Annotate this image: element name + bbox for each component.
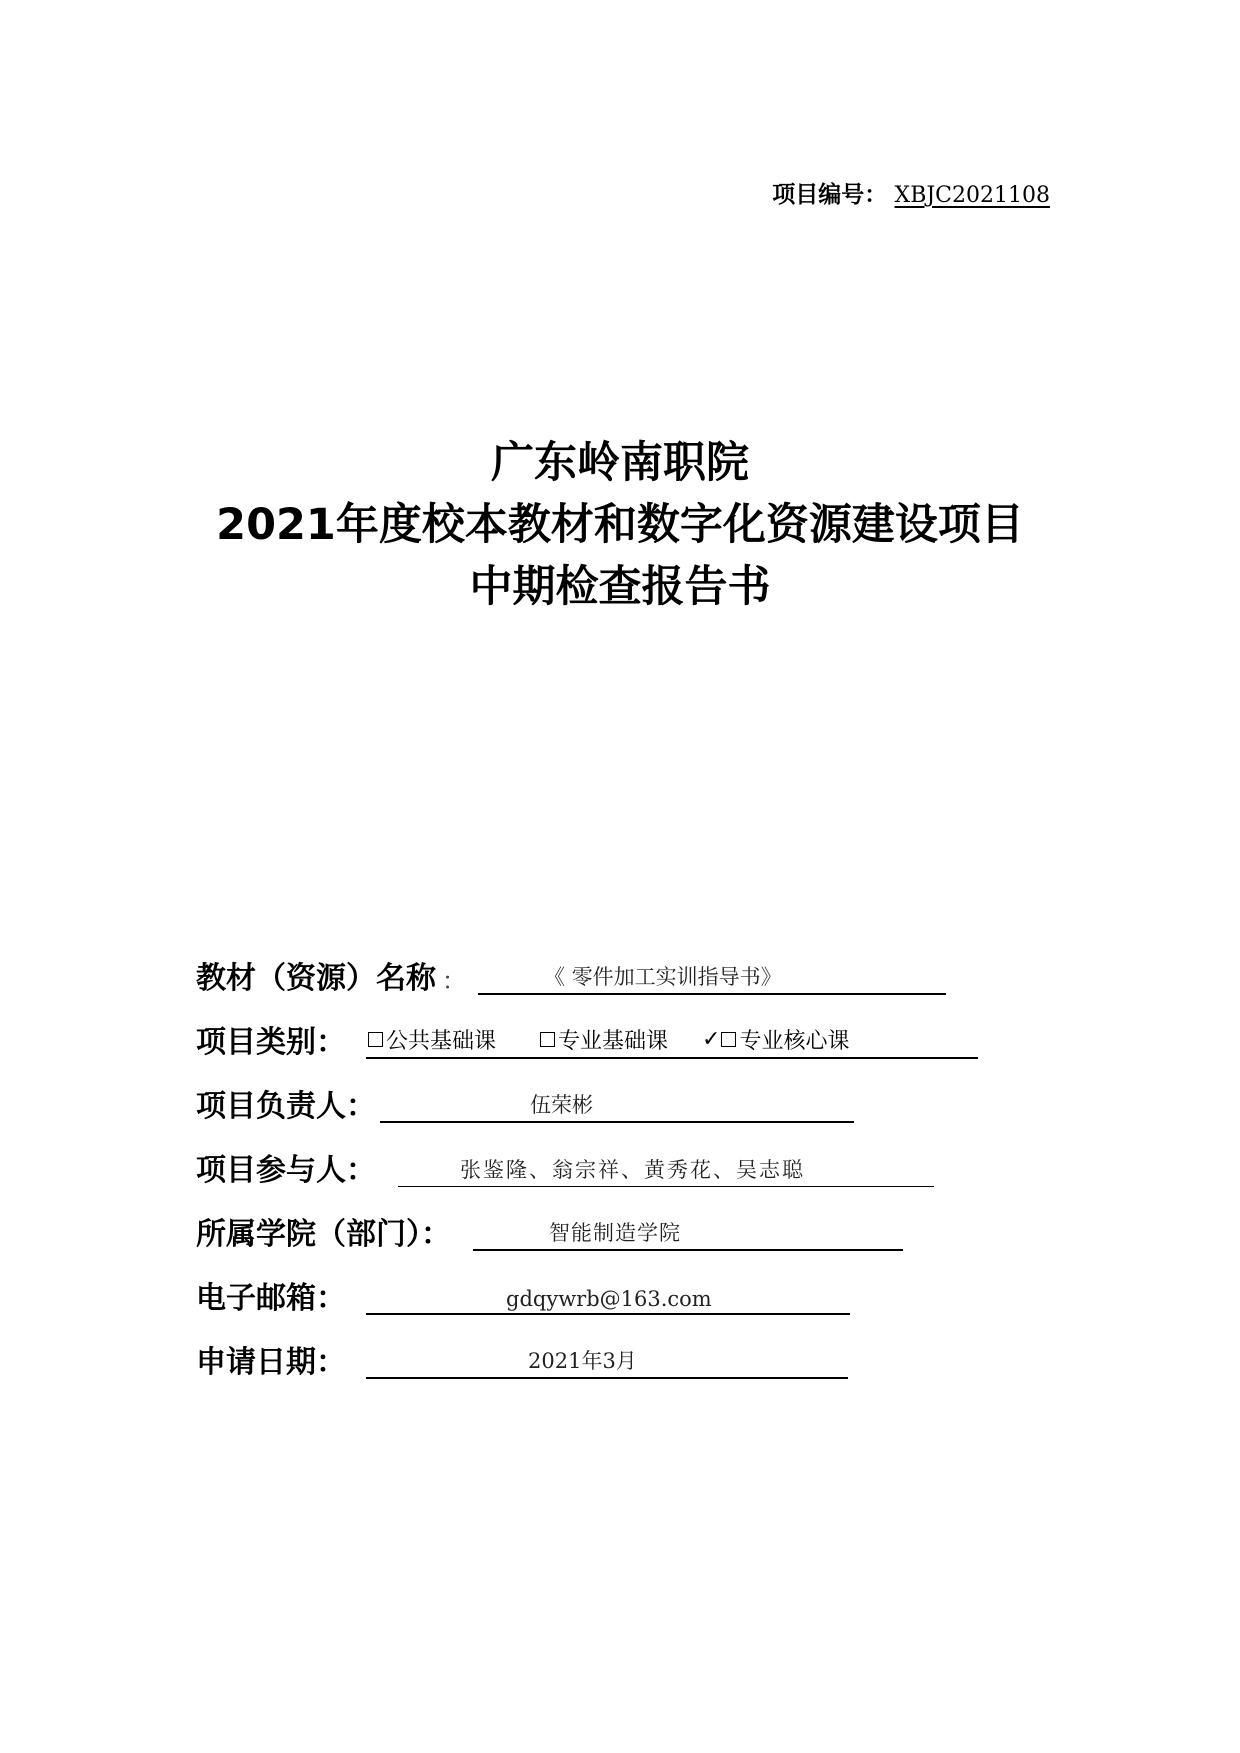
title-line-1: 广东岭南职院: [491, 438, 749, 488]
checkbox-public-icon[interactable]: [368, 1032, 383, 1047]
date-value: 2021年3月: [528, 1349, 637, 1373]
department-label: 所属学院（部门）：: [196, 1217, 451, 1252]
project-number: [772, 176, 1050, 209]
field-date: [196, 1339, 848, 1383]
participants-label: 项目参与人：: [196, 1153, 376, 1188]
material-name-line[interactable]: [478, 959, 946, 995]
department-line[interactable]: [473, 1215, 903, 1251]
material-name-value: 《 零件加工实训指导书》: [544, 965, 782, 989]
category-line: [366, 1023, 978, 1059]
field-category: [196, 1019, 978, 1063]
field-leader: [196, 1083, 854, 1127]
category-option-public[interactable]: [368, 1024, 496, 1057]
project-number-label: 项目编号：: [772, 182, 888, 208]
title-line-3: 中期检查报告书: [469, 562, 771, 612]
category-option-basic-text: 专业基础课: [558, 1029, 669, 1054]
check-mark-icon: ✓: [702, 1027, 721, 1052]
document-title: [0, 432, 1240, 618]
date-label: 申请日期：: [196, 1345, 346, 1380]
field-material-name: [196, 955, 946, 999]
field-participants: [196, 1147, 934, 1191]
email-line[interactable]: [366, 1279, 850, 1315]
category-label: 项目类别：: [196, 1025, 346, 1060]
date-line[interactable]: [366, 1343, 848, 1379]
category-option-basic[interactable]: [540, 1024, 668, 1057]
leader-line[interactable]: [380, 1087, 854, 1123]
category-option-core[interactable]: [702, 1024, 849, 1057]
title-line-2: 2021年度校本教材和数字化资源建设项目: [216, 500, 1024, 550]
field-email: [196, 1275, 850, 1319]
field-department: [196, 1211, 903, 1255]
material-name-colon: ：: [442, 967, 466, 995]
project-number-value: XBJC2021108: [894, 183, 1050, 208]
category-option-public-text: 公共基础课: [386, 1029, 497, 1054]
participants-line[interactable]: [398, 1152, 934, 1187]
category-option-core-text: 专业核心课: [739, 1029, 850, 1054]
material-name-label: 教材（资源）名称: [196, 961, 436, 996]
department-value: 智能制造学院: [549, 1221, 681, 1245]
leader-label: 项目负责人：: [196, 1089, 376, 1124]
email-value: gdqywrb@163.com: [506, 1287, 712, 1311]
checkbox-basic-icon[interactable]: [540, 1032, 555, 1047]
email-label: 电子邮箱：: [196, 1281, 346, 1316]
leader-value: 伍荣彬: [530, 1093, 593, 1117]
participants-value: 张鉴隆、翁宗祥、黄秀花、吴志聪: [460, 1158, 805, 1182]
checkbox-core-icon[interactable]: [721, 1032, 736, 1047]
